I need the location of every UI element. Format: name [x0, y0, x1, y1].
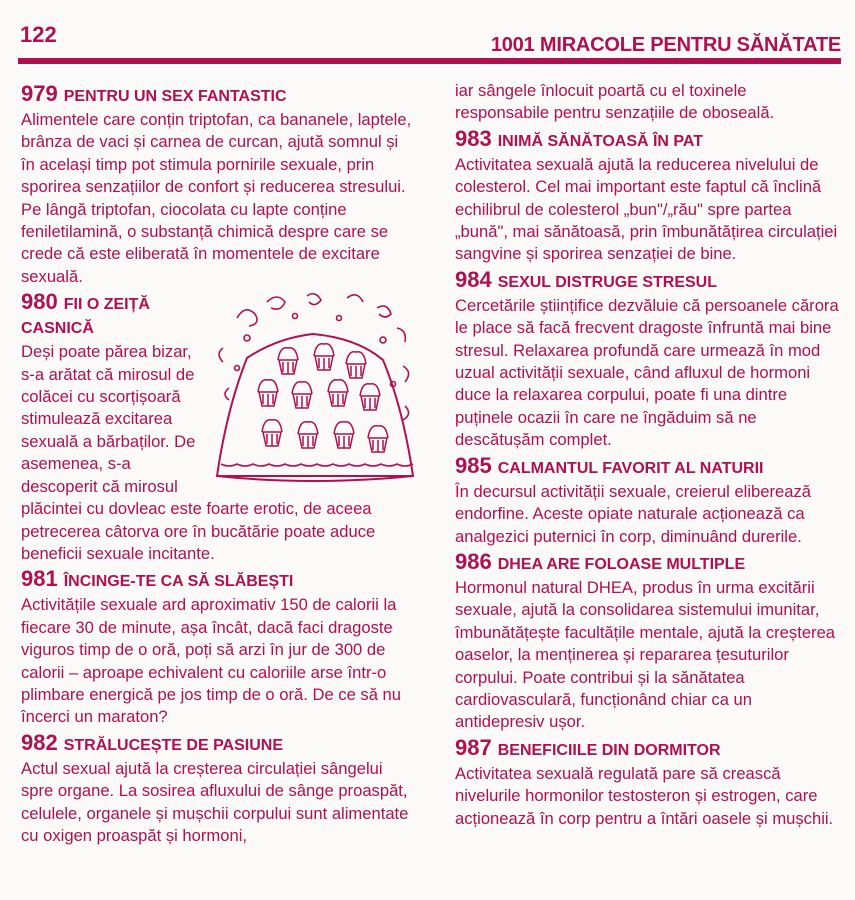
entry-title: CALMANTUL FAVORIT AL NATURII — [497, 459, 764, 477]
entry-heading — [21, 290, 211, 341]
entry-text: Activitatea sexuală ajută la reducerea nivelului de colesterol. Cel mai important este faptul că înclină echilibrul de colesterol „bun"/„rău" spre partea „bună", mai sănătoasă, prin îmbunătățirea circulației sangvine și sporirea senzației de bine. — [455, 154, 838, 264]
entry-title: BENEFICIILE DIN DORMITOR — [497, 741, 721, 759]
entry-number: 981 — [21, 566, 58, 592]
entry-number: 980 — [21, 289, 58, 315]
entry-981 — [21, 567, 413, 728]
entry-text: Alimentele care conțin triptofan, ca bananele, laptele, brânza de vaci și carnea de curcan, ajută somnul și în același timp pot stimula pornirile sexuale, prin sporirea senzațiilor de confort și reducerea stresului. Pe lângă triptofan, ciocolata cu lapte conține feniletilamină, o substanță chimică despre care se crede că este eliberată în momentele de excitare sexuală. — [21, 110, 412, 286]
entry-number: 985 — [455, 452, 492, 478]
left-column — [21, 80, 413, 849]
entry-979 — [21, 82, 413, 288]
entry-number: 984 — [455, 266, 492, 292]
book-title: 1001 MIRACOLE PENTRU SĂNĂTATE — [490, 34, 841, 56]
entry-number: 979 — [21, 81, 58, 106]
entry-986 — [455, 550, 843, 734]
entry-title: DHEA ARE FOLOASE MULTIPLE — [497, 555, 746, 573]
header-rule — [18, 58, 841, 64]
entry-text: Activitatea sexuală regulată pare să crească nivelurile hormonilor testosteron și estrogen, care acționează în corp pentru a întări oasele și mușchii. — [455, 763, 834, 828]
entry-title: FII O ZEIȚĂ CASNICĂ — [21, 296, 150, 338]
entry-number: 987 — [455, 734, 492, 760]
entry-heading — [455, 454, 843, 481]
entry-title: STRĂLUCEȘTE DE PASIUNE — [63, 736, 283, 754]
entry-985 — [455, 454, 843, 548]
entry-983 — [455, 127, 843, 266]
entry-title: ÎNCINGE-TE CA SĂ SLĂBEȘTI — [63, 573, 294, 591]
entry-heading — [21, 731, 413, 758]
cupcakes-illustration — [207, 288, 419, 488]
entry-heading — [21, 567, 413, 594]
entry-982 — [21, 731, 413, 848]
entry-text: Deși poate părea bizar, s-a arătat că mirosul de colăcei cu scorțișoară stimulează excitarea sexuală a bărbaților. De asemenea, s-a descoperit că mirosul plăcintei cu dovleac este foarte erotic, de aceea petrecerea câtorva ore în bucătărie poate aduce beneficii sexuale incitante. — [21, 342, 376, 563]
entry-number: 986 — [455, 548, 492, 574]
entry-number: 982 — [21, 729, 58, 755]
entry-text-continued: iar sângele înlocuit poartă cu el toxinele responsabile pentru senzațiile de oboseală. — [455, 81, 775, 123]
entry-text: Hormonul natural DHEA, produs în urma excitării sexuale, ajută la consolidarea sistemului imunitar, îmbunătățește facultățile mentale, ajută la creșterea oaselor, la menținerea și repararea țesuturilor corpului. Poate contribui și la sănătatea cardiovasculară, funcționând chiar ca un antidepresiv ușor. — [455, 577, 836, 732]
entry-heading — [21, 82, 413, 109]
entry-title: PENTRU UN SEX FANTASTIC — [63, 88, 287, 105]
entry-text: Cercetările științifice dezvăluie că persoanele cărora le place să facă frecvent dragoste înfruntă mai bine stresul. Relaxarea profundă care urmează în mod uzual activității sexuale, când afluxul de hormoni duce la relaxarea corpului, poate fi una dintre puținele ocazii în care ne îngăduim să ne descătușăm complet. — [455, 295, 839, 450]
page-number: 122 — [20, 22, 57, 47]
entry-984 — [455, 268, 843, 452]
entry-987 — [455, 736, 843, 830]
entry-number: 983 — [455, 125, 492, 151]
entry-text: Activitățile sexuale ard aproximativ 150 de calorii la fiecare 30 de minute, așa încât, dacă faci dragoste viguros timp de o oră, poți să arzi în jur de 300 de calorii – aproape echivalent cu caloriile arse într-o plimbare energică pe jos timp de o oră. De ce să nu încerci un maraton? — [21, 595, 402, 727]
entry-980 — [21, 290, 413, 565]
entry-heading — [455, 550, 843, 577]
right-column — [455, 80, 843, 832]
entry-heading — [455, 736, 843, 763]
entry-heading — [455, 268, 843, 295]
entry-title: INIMĂ SĂNĂTOASĂ ÎN PAT — [497, 132, 704, 150]
entry-text: În decursul activității sexuale, creierul eliberează endorfine. Aceste opiate naturale acționează ca analgezici puternici în corp, diminuând durerile. — [455, 481, 812, 546]
entry-title: SEXUL DISTRUGE STRESUL — [497, 273, 718, 291]
entry-heading — [455, 127, 843, 154]
entry-text: Actul sexual ajută la creșterea circulației sângelui spre organe. La sosirea afluxului de sânge proaspăt, celulele, organele și mușchii corpului sunt alimentate cu oxigen proaspăt și hormoni, — [21, 758, 409, 845]
